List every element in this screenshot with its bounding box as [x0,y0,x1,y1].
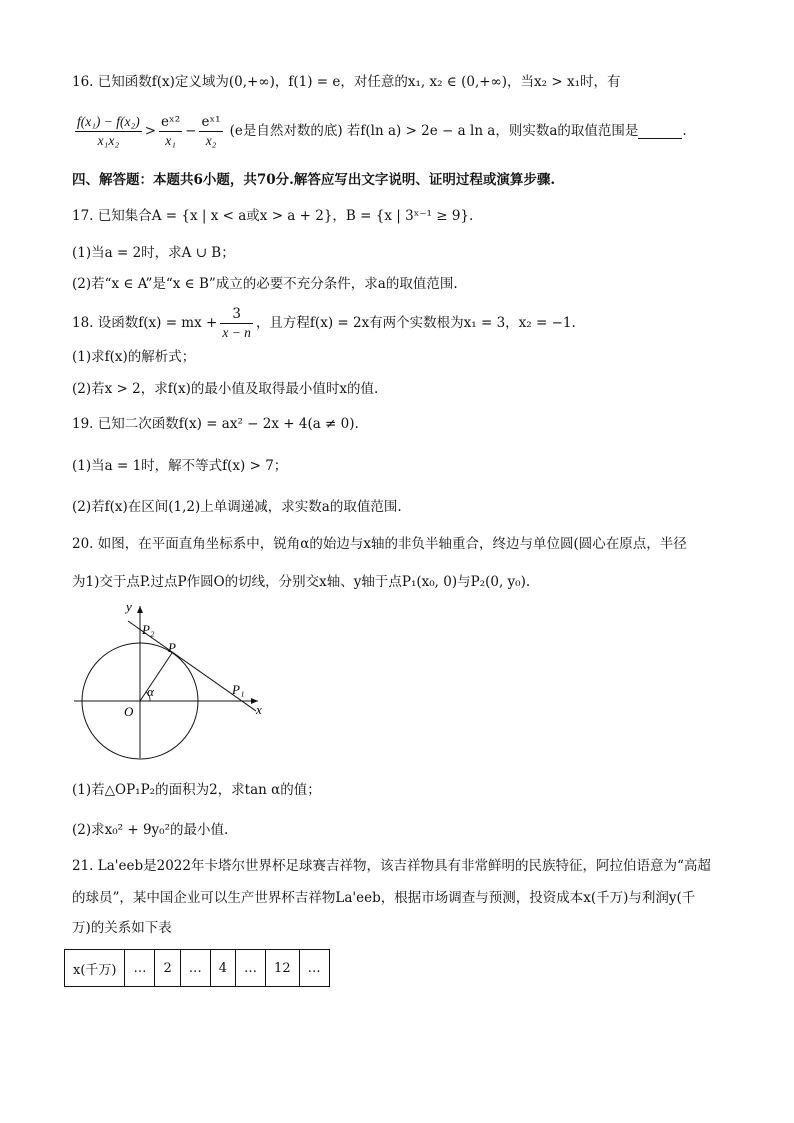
table-row [65,950,330,987]
table-cell: … [180,950,210,987]
q17-part2: (2)若“x ∈ A”是“x ∈ B”成立的必要不充分条件，求a的取值范围. [72,276,458,292]
q16-fraction-mid-numerator: eˣ² [161,113,181,130]
q16-fraction-mid [159,113,182,150]
terminal-side [140,653,172,701]
q19-stem: 19. 已知二次函数f(x) = ax² − 2x + 4(a ≠ 0). [72,416,359,432]
q19-part1: (1)当a = 1时，解不等式f(x) > 7； [72,458,288,474]
q16-fraction-left-numerator: f(x₁) − f(x₂) [77,113,140,129]
q16-fraction-left [75,113,142,150]
label-p2: P₂ [142,622,155,637]
q16-fraction-mid-denominator: x₁ [159,131,182,150]
table-cell-header: x(千万) [65,950,125,987]
q20-part1: (1)若△OP₁P₂的面积为2，求tan α的值； [72,782,321,798]
q18-stem-a: 18. 设函数f(x) = mx + [72,315,218,331]
table-cell: 2 [155,950,180,987]
q16-fraction-right [199,113,222,150]
q18-stem-b: ，且方程f(x) = 2x有两个实数根为x₁ = 3，x₂ = −1. [255,315,576,331]
table-cell: 4 [210,950,235,987]
q21-line2: 的球员”，某中国企业可以生产世界杯吉祥物La'eeb，根据市场调查与预测，投资成本x(千万)与利润y(千 [72,890,696,906]
q16-line1: 16. 已知函数f(x)定义域为(0,+∞)，f(1) = e，对任意的x₁, x₂ ∈ (0,+∞)，当x₂ > x₁时，有 [72,74,621,90]
q18-part2: (2)若x > 2，求f(x)的最小值及取得最小值时x的值. [72,381,379,397]
q20-stem-line1: 20. 如图，在平面直角坐标系中，锐角α的始边与x轴的非负半轴重合，终边与单位圆(圆心在原点，半径 [72,536,687,552]
q18-part1: (1)求f(x)的解析式； [72,349,196,365]
q18-fraction-denominator: x − n [222,324,251,340]
q18-stem [72,302,576,344]
q21-line3: 万)的关系如下表 [72,920,172,936]
label-p: P [168,640,176,655]
label-y: y [126,599,132,614]
q18-fraction-numerator: 3 [232,305,241,322]
table-cell: … [299,950,329,987]
q20-part2: (2)求x₀² + 9y₀²的最小值. [72,822,229,838]
q16-fraction-left-denominator: x₁x₂ [75,131,142,150]
q16-tail: (e是自然对数的底) 若f(ln a) > 2e − a ln a，则实数a的取值范围是 [229,123,639,139]
q16-fraction-right-numerator: eˣ¹ [201,113,221,130]
q16-minus: − [185,123,197,139]
table-cell: … [125,950,155,987]
q21-line1: 21. La'eeb是2022年卡塔尔世界杯足球赛吉祥物，该吉祥物具有非常鲜明的民族特征，阿拉伯语意为“高超 [72,858,711,874]
q17-part1: (1)当a = 2时，求A ∪ B； [72,245,235,261]
y-axis-arrow-icon [137,606,143,613]
q21-value-table [64,949,330,987]
label-alpha: α [147,684,154,699]
label-x: x [256,702,262,717]
q19-part2: (2)若f(x)在区间(1,2)上单调递减，求实数a的取值范围. [72,499,402,515]
label-origin: O [124,704,134,719]
q16-end: . [682,123,687,139]
section-heading: 四、解答题：本题共6小题，共70分.解答应写出文字说明、证明过程或演算步骤. [72,172,556,188]
label-p1: P₁ [232,682,245,697]
q16-line2 [72,108,687,154]
q16-greater-than: > [144,123,157,139]
q16-fraction-right-denominator: x₂ [199,131,222,150]
q20-stem-line2: 为1)交于点P.过点P作圆O的切线，分别交x轴、y轴于点P₁(x₀, 0)与P₂(0, y₀). [72,574,531,590]
q17-stem: 17. 已知集合A = {x | x < a或x > a + 2}，B = {x | 3ˣ⁻¹ ≥ 9}. [72,208,474,224]
unit-circle-figure [68,598,278,762]
q16-answer-blank [638,124,682,139]
table-cell: … [236,950,266,987]
q18-fraction [220,305,253,342]
table-cell: 12 [266,950,300,987]
